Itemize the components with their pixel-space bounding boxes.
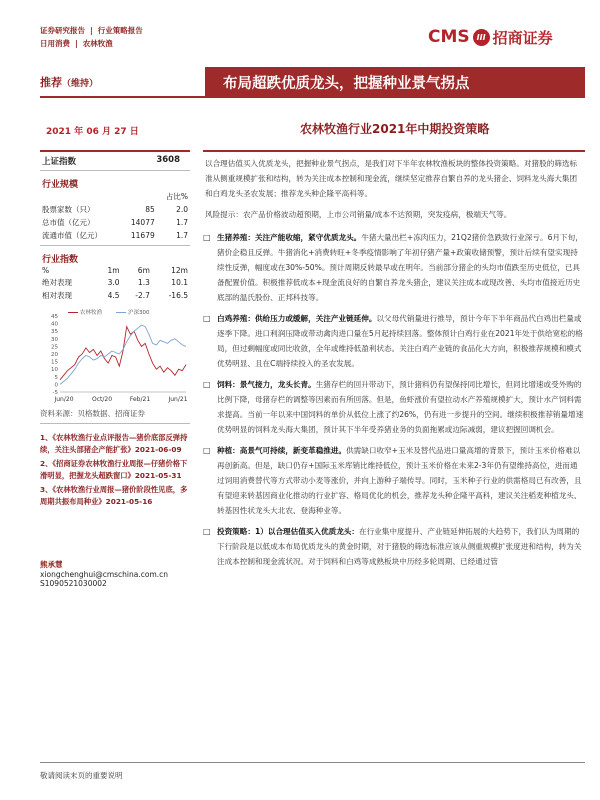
analyst-cert: S1090521030002 <box>40 579 107 588</box>
bullet-body: 供需缺口收窄+玉米及替代品进口量高增的背景下，预计玉米价格难以再创新高。但是，缺口仍存+国际玉米库销比维持低位，预计玉米价格在未来2-3年仍有望维持高位，进而通过饲用消费替代等方式带动小麦等涨价，并向上游种子端传导。同时，玉米种子行业的供需格局已有改善，且有望迎来转基因商业化推动的行业扩容、格局优化的机会，推荐龙头种企隆平高科，建议关注稻麦种植龙头、转基因性状龙头大北农、登海种业等。 <box>217 446 582 515</box>
bullet-item <box>203 230 585 305</box>
separator: | <box>75 39 78 48</box>
y-tick-label: 10 <box>51 367 58 374</box>
row-name: 绝对表现 <box>42 278 72 287</box>
square-bullet-icon: □ <box>203 527 211 536</box>
y-tick-label: 25 <box>51 344 58 351</box>
analyst-name: 熊承慧 <box>40 560 63 569</box>
bullet-item <box>203 311 585 371</box>
square-bullet-icon: □ <box>203 314 211 323</box>
table-row <box>40 216 190 229</box>
row-value: 3.0 <box>107 278 120 287</box>
y-tick-label: 30 <box>51 336 58 343</box>
bullet-text <box>217 377 585 437</box>
col-header: 12m <box>171 266 188 275</box>
industry-name: 农林牧渔 <box>82 39 113 48</box>
report-category: 证券研究报告 <box>40 26 85 35</box>
row-value: 14077 <box>130 218 155 227</box>
report-subcategory: 行业策略报告 <box>97 26 143 35</box>
row-pct: 2.0 <box>176 205 188 214</box>
row-name: 相对表现 <box>42 291 72 300</box>
row-value: 85 <box>145 205 155 214</box>
row-name: 总市值（亿元） <box>42 218 95 227</box>
header-tags <box>40 24 260 50</box>
row-pct: 1.7 <box>176 218 188 227</box>
bullet-item <box>203 443 585 518</box>
bullet-body: 以父母代销量进行推导，预计今年下半年商品代白鸡出栏量或逐季下降。进口利润压降或带动禽肉进口量在5月起持续回落。整体预计白鸡行业在2021年处于供给宽松的格局，但过剩幅度或同比收敛，全年或维持低盈利状态。关注白鸡产业链的食品化大方向，积极推荐规模和模式优势明显、且在C端持续投入的圣农发展。 <box>217 314 583 368</box>
legend-label: 沪深300 <box>128 310 150 316</box>
performance-chart <box>40 306 190 406</box>
table-header-row <box>40 190 190 203</box>
y-tick-label: 20 <box>51 352 58 358</box>
legend-item <box>116 308 150 316</box>
related-reports <box>40 432 190 507</box>
row-value: -16.5 <box>168 291 188 300</box>
logo-en-text: CMS <box>428 27 470 47</box>
series-line <box>60 327 186 380</box>
square-bullet-icon: □ <box>203 233 211 242</box>
x-tick-label: Jun/21 <box>168 396 188 403</box>
rating-detail: （维持） <box>62 79 99 89</box>
sector-line <box>40 37 260 50</box>
row-value: -2.7 <box>135 291 150 300</box>
table-header-row <box>40 265 190 276</box>
legend-item <box>68 308 102 316</box>
series-line <box>60 325 186 384</box>
bullet-text <box>217 311 585 371</box>
report-date: 2021 年 06 月 27 日 <box>46 127 139 137</box>
industry-perf-title: 行业指数 <box>42 255 79 265</box>
x-tick-label: Jun/20 <box>54 396 74 403</box>
y-tick-label: -5 <box>52 390 58 396</box>
table-row <box>40 229 190 242</box>
table-row <box>40 289 190 302</box>
bullet-item <box>203 377 585 437</box>
bullet-head: 生猪养殖：关注产能收缩，紧守优质龙头。 <box>217 233 362 242</box>
bullet-head: 饲料：景气接力，龙头长青。 <box>217 380 316 389</box>
bullet-item <box>203 524 585 569</box>
y-tick-label: 40 <box>51 321 58 328</box>
header-divider <box>40 96 585 98</box>
bullet-text <box>217 524 585 569</box>
related-report-item[interactable]: 1、《农林牧渔行业点评报告—猪价底部反弹持续，关注头部猪企产能扩张》2021-06-09 <box>40 433 188 454</box>
square-bullet-icon: □ <box>203 446 211 455</box>
col-header: 6m <box>137 266 150 275</box>
divider <box>40 423 190 424</box>
x-tick-label: Feb/21 <box>129 396 151 403</box>
row-name: 流通市值（亿元） <box>42 231 102 240</box>
sector-name: 日用消费 <box>40 39 70 48</box>
col-header: % <box>42 266 50 275</box>
analyst-info <box>40 559 190 588</box>
row-value: 10.1 <box>171 278 188 287</box>
pct-header: 占比% <box>165 192 188 201</box>
related-report-item[interactable]: 2、《招商证券农林牧渔行业周报—仔猪价格下滑明显，把握龙头超跌窗口》2021-05-31 <box>40 459 188 480</box>
rating-label: 推荐 <box>40 76 62 89</box>
y-tick-label: 0 <box>54 382 58 389</box>
table-row <box>40 276 190 289</box>
square-bullet-icon: □ <box>203 380 211 389</box>
chart-svg <box>40 306 190 406</box>
intro-paragraph: 以合理估值买入优质龙头，把握种业景气拐点，是我们对下半年农林牧渔板块的整体投资策略。对猪股的筛选标准从侧重规模扩张和结构，转为关注成本控制和现金流，继续坚定推荐自繁自养的龙头猪企、饲料龙头海大集团和白鸡龙头圣农发展；推荐龙头种企隆平高科等。 <box>205 159 578 198</box>
main-content <box>203 150 585 575</box>
logo-cn-text: 招商证券 <box>492 28 553 47</box>
footer-divider <box>40 762 585 763</box>
rating <box>40 74 98 90</box>
bullet-text <box>217 443 585 518</box>
report-title: 农林牧渔行业2021年中期投资策略 <box>300 122 490 136</box>
related-report-item[interactable]: 3、《农林牧渔行业周报—猪价阶段性见底，多周期共振布局种业》2021-05-16 <box>40 485 188 506</box>
bullet-text <box>217 230 585 305</box>
bullet-head: 白鸡养殖：供给压力或缓解，关注产业链延伸。 <box>217 314 377 323</box>
index-label: 上证指数 <box>42 157 77 167</box>
divider <box>40 170 190 171</box>
chart-source: 资料来源：贝格数据、招商证券 <box>40 409 145 418</box>
y-tick-label: 5 <box>54 374 58 381</box>
footer-note: 敬请阅读末页的重要说明 <box>40 771 123 780</box>
row-pct: 1.7 <box>176 231 188 240</box>
logo-badge-icon: III <box>473 29 490 46</box>
bullet-body: 牛猪大量出栏+冻肉压力，21Q2猪价急跌致行业深亏。6月下旬，猪价企稳且反弹。牛猪消化+消费转旺+冬季疫情影响了年初仔猪产量+政策收储预警，预计后续有望实现持续性反弹，幅度或在30%-50%。预计周期反转最早或在明年。当前部分猪企的头均市值跌至历史低位，已具备配置价值。积极推荐低成本+现金流良好的自繁自养龙头猪企，建议关注成本或现改善、头均市值接近历史底部的温氏股份、正邦科技等。 <box>217 233 583 302</box>
col-header: 1m <box>107 266 120 275</box>
row-value: 11679 <box>130 231 155 240</box>
industry-perf-table <box>40 265 190 302</box>
separator: | <box>90 26 93 35</box>
table-row <box>40 203 190 216</box>
brand-logo <box>428 24 578 50</box>
bullet-head: 种植：高景气可持续，新变革稳推进。 <box>217 446 347 455</box>
risk-paragraph: 风险提示：农产品价格波动超预期，上市公司销量/成本不达预期，突发疫病，极端天气等。 <box>205 210 512 219</box>
bullet-body: 生猪存栏的回升带动下，预计猪料仍有望保持同比增长，但同比增速或受外购的比例下降，母猪存栏的调整等因素而有所回落。但是，鱼虾涨价有望拉动水产养殖规模扩大，预计水产饲料需求提高。当前一年以来中国饲料的单价从低位上涨了约26%，仍有进一步提升的空间。继续积极推荐销量增速优势明显的饲料龙头海大集团，预计其下半年受养猪业务的负面拖累或边际减弱，建议把握回调机会。 <box>217 380 584 434</box>
bullet-list <box>203 230 585 569</box>
y-tick-label: 45 <box>51 314 58 320</box>
legend-label: 农林牧渔 <box>80 310 103 316</box>
left-sidebar <box>40 150 190 588</box>
chart-legend <box>68 308 150 316</box>
y-tick-label: 35 <box>51 329 58 336</box>
x-tick-label: Oct/20 <box>91 396 113 403</box>
analyst-email[interactable]: xiongchenghui@cmschina.com.cn <box>40 570 169 579</box>
bullet-head: 投资策略：1）以合理估值买入优质龙头： <box>217 527 359 536</box>
y-tick-label: 15 <box>51 359 58 366</box>
industry-scale-title: 行业规模 <box>42 180 79 190</box>
report-type-line <box>40 24 260 37</box>
index-value: 3608 <box>156 155 180 165</box>
divider <box>40 245 190 246</box>
row-value: 4.5 <box>107 291 120 300</box>
headline-banner: 布局超跌优质龙头，把握种业景气拐点 <box>205 67 585 97</box>
industry-scale-table <box>40 190 190 242</box>
bullet-body: 在行业集中度提升、产业链延伸拓展的大趋势下，我们认为周期的下行阶段是以低成本布局优质龙头的黄金时期，对于猪股的筛选标准应该从侧重规模扩张度进和结构，转为关注成本控制和现金流状况。对于饲料和白鸡等成熟板块中历经多轮周期、已经通过管 <box>217 527 582 566</box>
row-name: 股票家数（只） <box>42 205 95 214</box>
index-row <box>40 152 190 170</box>
row-value: 1.3 <box>137 278 150 287</box>
